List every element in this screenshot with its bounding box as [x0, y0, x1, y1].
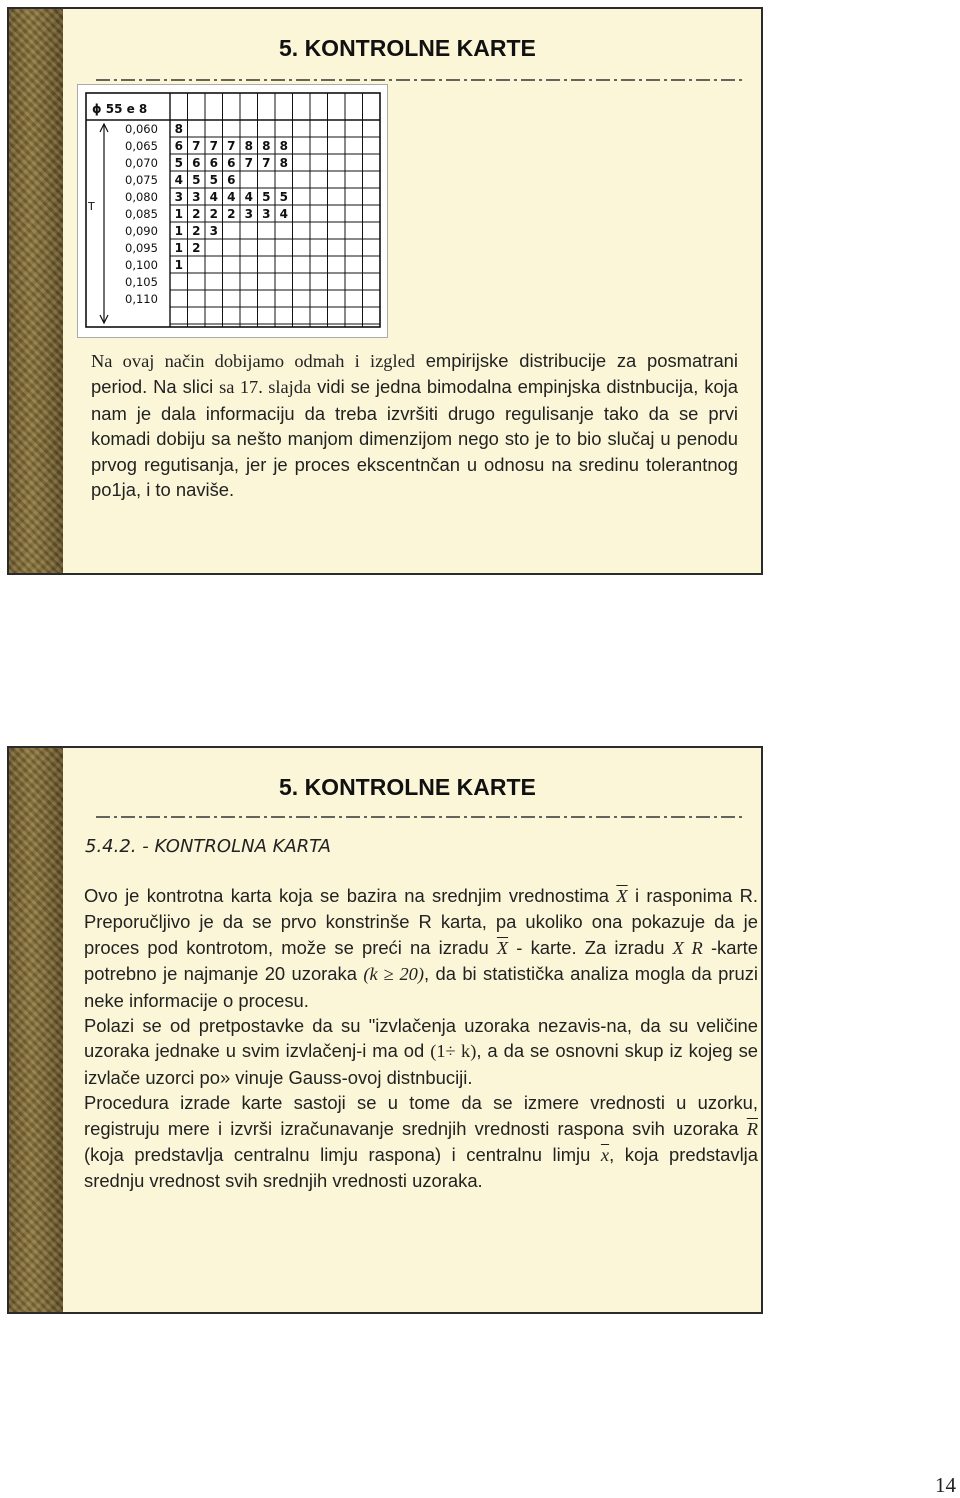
dashed-divider: [96, 77, 746, 83]
grid-cell-count: 7: [227, 139, 236, 153]
row-value-label: 0,060: [125, 122, 158, 136]
grid-cell-count: 8: [279, 156, 288, 170]
section-subheading: 5.4.2. - KONTROLNA KARTA: [85, 836, 331, 857]
grid-cell-count: 6: [227, 173, 236, 187]
grid-cell-count: 6: [192, 156, 201, 170]
grid-cell-count: 6: [174, 139, 183, 153]
r-bar-symbol: $\overline{R}$: [746, 1118, 758, 1139]
grid-cell-count: 5: [174, 156, 183, 170]
grid-cell-count: 2: [192, 241, 201, 255]
grid-cell-count: 2: [192, 224, 201, 238]
dashed-divider: [96, 814, 746, 820]
row-value-label: 0,095: [125, 241, 158, 255]
grid-cell-count: 8: [262, 139, 271, 153]
xr-symbol: X R: [672, 937, 703, 958]
grid-cell-count: 6: [227, 156, 236, 170]
row-value-label: 0,110: [125, 292, 158, 306]
slide-2-body: [84, 883, 758, 1194]
k-condition-symbol: (k ≥ 20): [363, 964, 424, 985]
grid-cell-count: 5: [262, 190, 271, 204]
grid-cell-count: 4: [244, 190, 253, 204]
row-value-label: 0,085: [125, 207, 158, 221]
page-number: 14: [935, 1473, 956, 1497]
grid-cell-count: 6: [209, 156, 218, 170]
paragraph-2: Polazi se od pretpostavke da su "izvlačenja uzoraka nezavis-na, da su veličine uzoraka jednake u svim izvlačenj-i ma od (1÷ k), a da se osnovni skup iz kojeg se izvlače uzorci po» vinuje Gauss-ovoj distnbuciji.: [84, 1015, 758, 1088]
tolerance-grid: [78, 85, 387, 337]
row-value-label: 0,075: [125, 173, 158, 187]
grid-cell-count: 3: [192, 190, 201, 204]
para-serif-part: Na ovaj način dobijamo odmah i izgled: [91, 351, 415, 371]
para-serif-part-2: sa 17. slajda: [219, 377, 312, 398]
decorative-side-bar: [9, 748, 63, 1312]
grid-cell-count: 4: [174, 173, 183, 187]
grid-cell-count: 5: [209, 173, 218, 187]
grid-cell-count: 7: [209, 139, 218, 153]
grid-cell-count: 7: [192, 139, 201, 153]
slide-title: 5. KONTROLNE KARTE: [279, 774, 536, 800]
row-value-label: 0,090: [125, 224, 158, 238]
grid-cell-count: 2: [209, 207, 218, 221]
slide-2: [7, 746, 763, 1314]
slide-title: 5. KONTROLNE KARTE: [279, 35, 536, 61]
grid-cell-count: 2: [192, 207, 201, 221]
x-double-bar-symbol: $\overline{x}$: [600, 1145, 610, 1166]
decorative-side-bar: [9, 9, 63, 573]
grid-cell-count: 2: [227, 207, 236, 221]
grid-cell-count: 8: [174, 122, 183, 136]
x-bar-symbol: $\overline{X}$: [616, 886, 628, 906]
grid-cell-count: 3: [174, 190, 183, 204]
paragraph-1: Ovo je kontrotna karta koja se bazira na srednjim vrednostima $\overline{X}$ i rasponima R. Preporučljivo je da se prvo konstrinše R karta, pa ukoliko ona pokazuje da je proces pod kontrotom, može se preći na izradu $\overline{X}$ - karte. Za izradu X R -karte potrebno je najmanje 20 uzoraka (k ≥ 20), da bi statistička analiza mogla da pruzi neke informacije o procesu.: [84, 885, 758, 1011]
grid-cell-count: 3: [262, 207, 271, 221]
grid-cell-count: 3: [209, 224, 218, 238]
row-value-label: 0,070: [125, 156, 158, 170]
figure-header-label: ϕ 55 e 8: [92, 102, 148, 116]
grid-cell-count: 5: [279, 190, 288, 204]
range-symbol: (1÷ k): [430, 1041, 477, 1062]
grid-cell-count: 4: [209, 190, 218, 204]
row-value-label: 0,080: [125, 190, 158, 204]
grid-cell-count: 7: [262, 156, 271, 170]
grid-cell-count: 8: [244, 139, 253, 153]
row-value-label: 0,065: [125, 139, 158, 153]
para-part-2: vidi se jedna bimodalna empinjska distnbucija, koja nam je dala informaciju da treba izvršiti drugo regulisanje tako da se prvi komadi dobiju sa nešto manjom dimenzijom nego sto je to bio slučaj u penodu prvog regutisanja, jer je proces ekscentnčan u odnosu na sredinu tolerantnog po1ja, i to naviše.: [91, 376, 738, 501]
para-part: empirijske distribucije za posmatrani period. Na slici: [91, 350, 738, 398]
grid-cell-count: 4: [279, 207, 288, 221]
row-value-label: 0,100: [125, 258, 158, 272]
grid-cell-count: 7: [244, 156, 253, 170]
paragraph-3: Procedura izrade karte sastoji se u tome da se izmere vrednosti u uzorku, registruju mere i izvrši izračunavanje srednjih vrednosti raspona svih uzoraka $\overline{R}$ (koja predstavlja centralnu limju raspona) i centralnu limju $\overline{x}$, koja predstavlja srednju vrednost svih srednjih vrednosti uzoraka.: [84, 1092, 758, 1192]
axis-tick-label: T: [88, 200, 95, 213]
grid-cell-count: 1: [174, 241, 183, 255]
grid-cell-count: 8: [279, 139, 288, 153]
row-value-label: 0,105: [125, 275, 158, 289]
grid-cell-count: 1: [174, 207, 183, 221]
grid-cell-count: 4: [227, 190, 236, 204]
grid-cell-count: 1: [174, 258, 183, 272]
grid-cell-count: 5: [192, 173, 201, 187]
tolerance-table-figure: [77, 84, 388, 338]
x-bar-symbol: $\overline{X}$: [496, 937, 509, 958]
grid-cell-count: 3: [244, 207, 253, 221]
grid-cell-count: 1: [174, 224, 183, 238]
slide-1: [7, 7, 763, 575]
slide-1-paragraph: [91, 348, 738, 502]
